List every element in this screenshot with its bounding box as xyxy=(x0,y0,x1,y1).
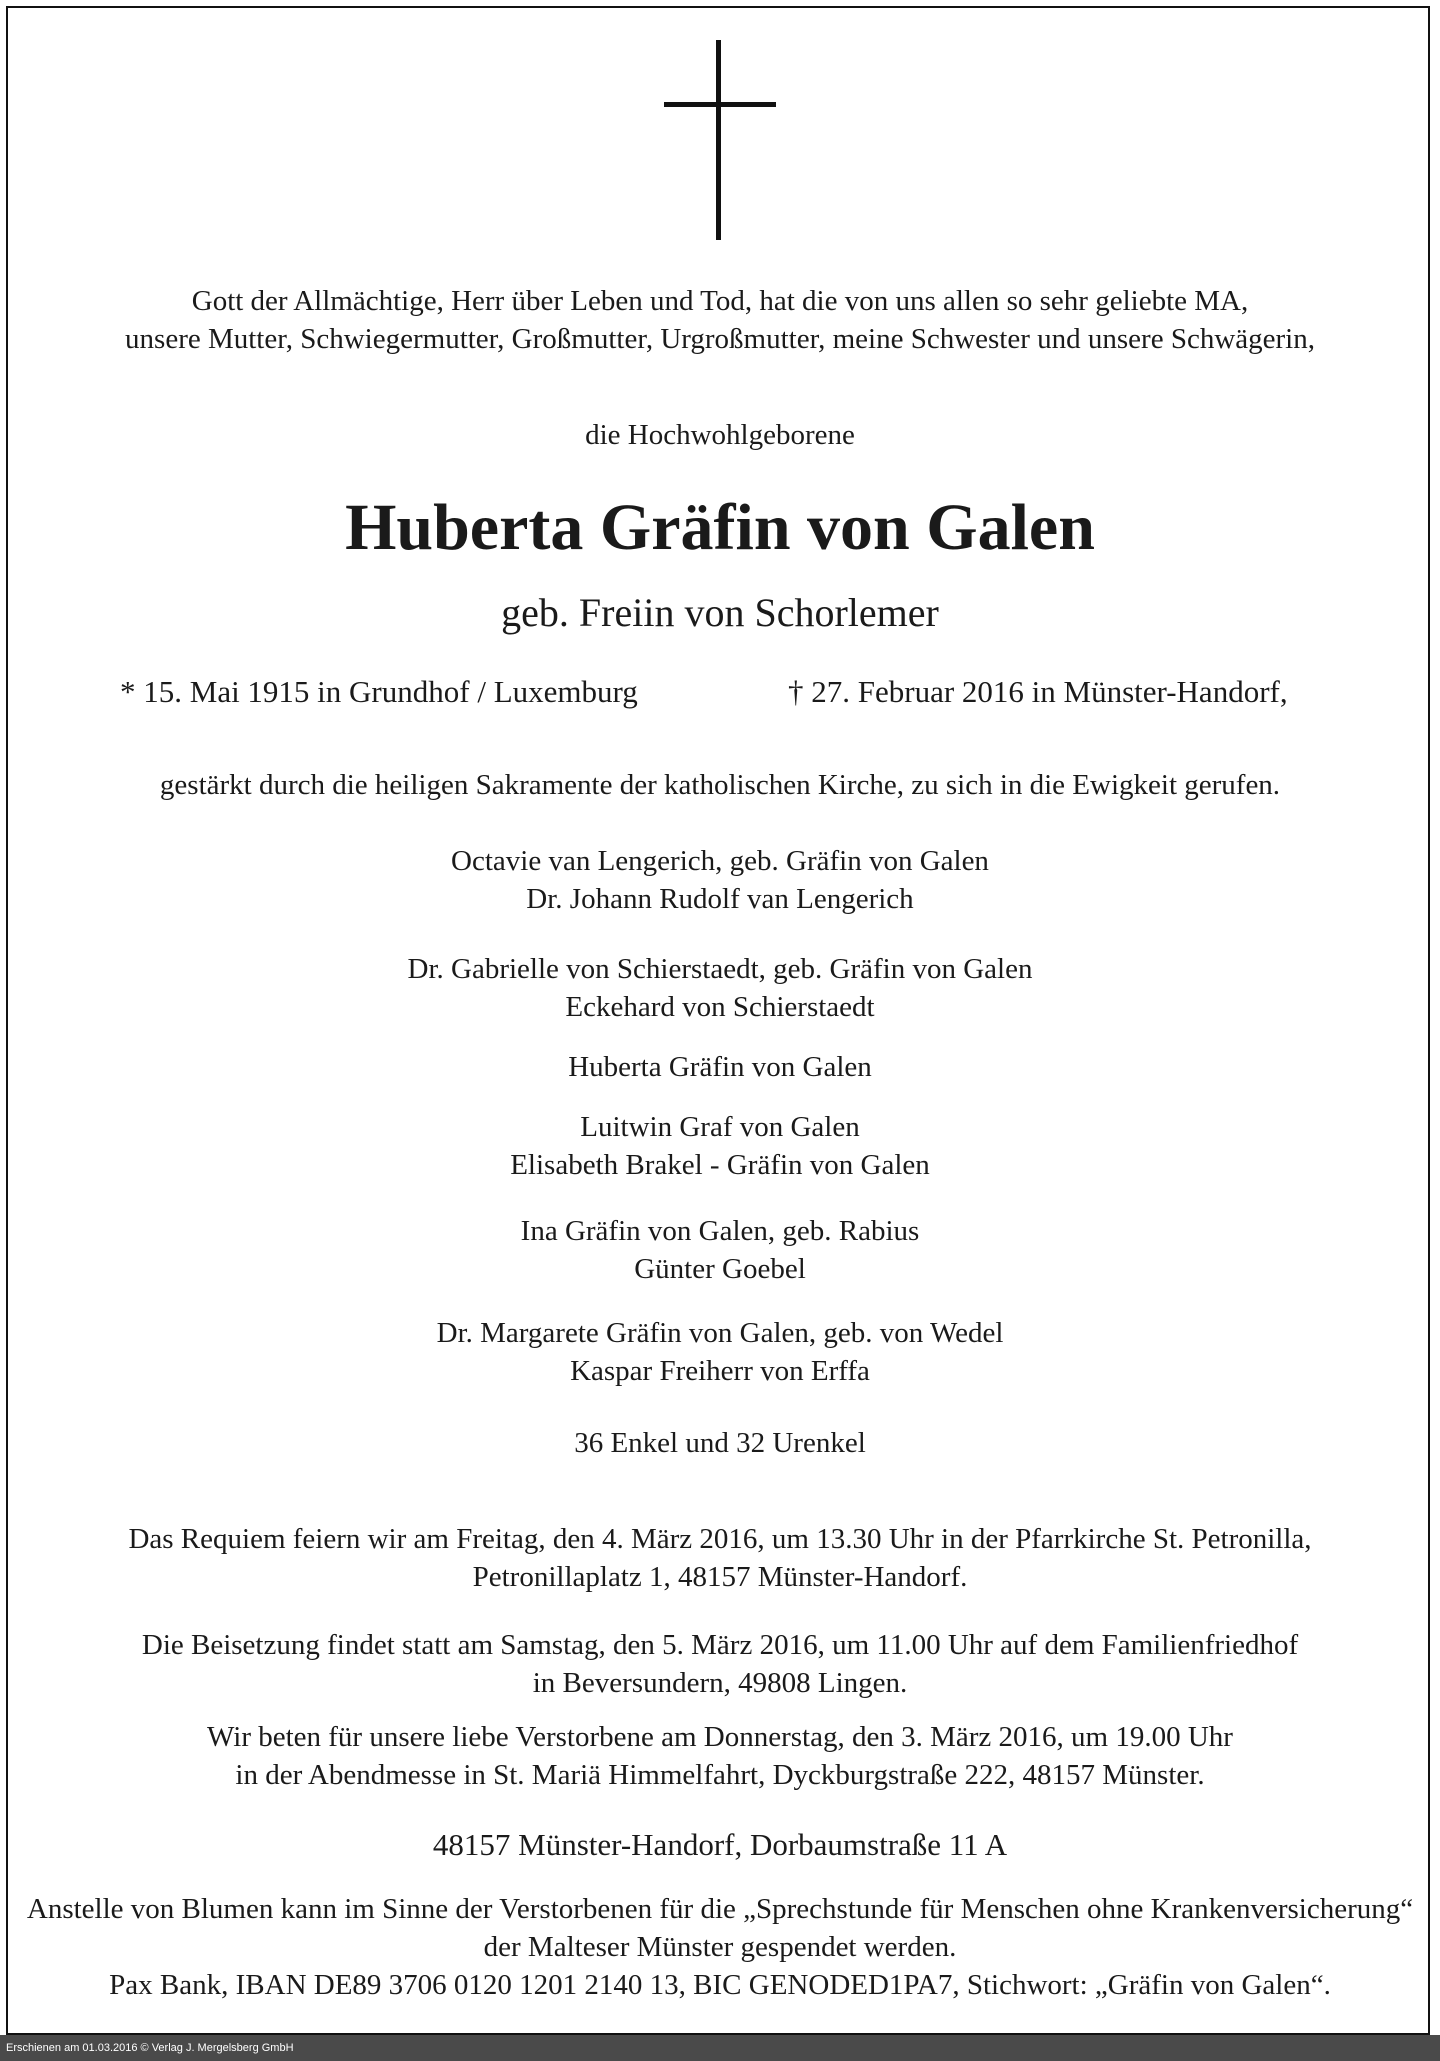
mourner-name: Dr. Gabrielle von Schierstaedt, geb. Gräfin von Galen xyxy=(407,953,1033,985)
mourner-group xyxy=(0,950,1440,1026)
burial-info xyxy=(0,1626,1440,1702)
mourner-name: Luitwin Graf von Galen xyxy=(580,1111,860,1143)
mourner-name: Eckehard von Schierstaedt xyxy=(565,991,875,1023)
donation-info xyxy=(0,1890,1440,2004)
mourner-group xyxy=(0,1108,1440,1184)
requiem-line: Petronillaplatz 1, 48157 Münster-Handorf. xyxy=(472,1561,968,1593)
prayer-info xyxy=(0,1718,1440,1794)
death-date: † 27. Februar 2016 in Münster-Handorf, xyxy=(788,674,1288,709)
intro-text xyxy=(0,282,1440,358)
donation-line: Pax Bank, IBAN DE89 3706 0120 1201 2140 13, BIC GENODED1PA7, Stichwort: „Gräfin von Galen“. xyxy=(109,1969,1331,2001)
deceased-name: Huberta Gräfin von Galen xyxy=(345,491,1095,564)
requiem-line: Das Requiem feiern wir am Freitag, den 4. März 2016, um 13.30 Uhr in der Pfarrkirche St. Petronilla, xyxy=(128,1523,1312,1555)
sacrament-statement: gestärkt durch die heiligen Sakramente der katholischen Kirche, zu sich in die Ewigkeit gerufen. xyxy=(159,769,1281,801)
burial-line: Die Beisetzung findet statt am Samstag, den 5. März 2016, um 11.00 Uhr auf dem Familienfriedhof xyxy=(141,1629,1299,1661)
donation-line: Anstelle von Blumen kann im Sinne der Verstorbenen für die „Sprechstunde für Menschen ohne Krankenversicherung“ xyxy=(26,1893,1414,1925)
mourner-name: Huberta Gräfin von Galen xyxy=(568,1051,872,1083)
mourner-name: Dr. Johann Rudolf van Lengerich xyxy=(526,883,914,915)
cross-icon xyxy=(664,40,776,240)
mourner-group xyxy=(0,842,1440,918)
prayer-line: in der Abendmesse in St. Mariä Himmelfahrt, Dyckburgstraße 222, 48157 Münster. xyxy=(235,1759,1205,1791)
mourner-name: Elisabeth Brakel - Gräfin von Galen xyxy=(510,1149,930,1181)
deceased-born-name: geb. Freiin von Schorlemer xyxy=(501,590,939,635)
mourner-name: Günter Goebel xyxy=(634,1253,806,1285)
mourner-name: Octavie van Lengerich, geb. Gräfin von Galen xyxy=(451,845,989,877)
mourner-group xyxy=(0,1314,1440,1390)
publisher-footer: Erschienen am 01.03.2016 © Verlag J. Mergelsberg GmbH xyxy=(0,2035,1440,2061)
mourner-group xyxy=(0,1212,1440,1288)
family-address: 48157 Münster-Handorf, Dorbaumstraße 11 A xyxy=(432,1827,1008,1862)
prayer-line: Wir beten für unsere liebe Verstorbene am Donnerstag, den 3. März 2016, um 19.00 Uhr xyxy=(207,1721,1233,1753)
mourner-name: Kaspar Freiherr von Erffa xyxy=(570,1355,870,1387)
grandchildren-count: 36 Enkel und 32 Urenkel xyxy=(574,1427,866,1459)
donation-line: der Malteser Münster gespendet werden. xyxy=(483,1931,957,1963)
requiem-info xyxy=(0,1520,1440,1596)
burial-line: in Beversundern, 49808 Lingen. xyxy=(532,1667,908,1699)
intro-line: Gott der Allmächtige, Herr über Leben und Tod, hat die von uns allen so sehr geliebte MA, xyxy=(191,285,1249,317)
mourner-group xyxy=(0,1048,1440,1086)
mourner-name: Dr. Margarete Gräfin von Galen, geb. von Wedel xyxy=(436,1317,1004,1349)
intro-line: unsere Mutter, Schwiegermutter, Großmutter, Urgroßmutter, meine Schwester und unsere Schwägerin, xyxy=(125,323,1315,355)
mourner-name: Ina Gräfin von Galen, geb. Rabius xyxy=(520,1215,920,1247)
birth-date: * 15. Mai 1915 in Grundhof / Luxemburg xyxy=(120,674,638,709)
intro-honorific: die Hochwohlgeborene xyxy=(585,419,855,451)
